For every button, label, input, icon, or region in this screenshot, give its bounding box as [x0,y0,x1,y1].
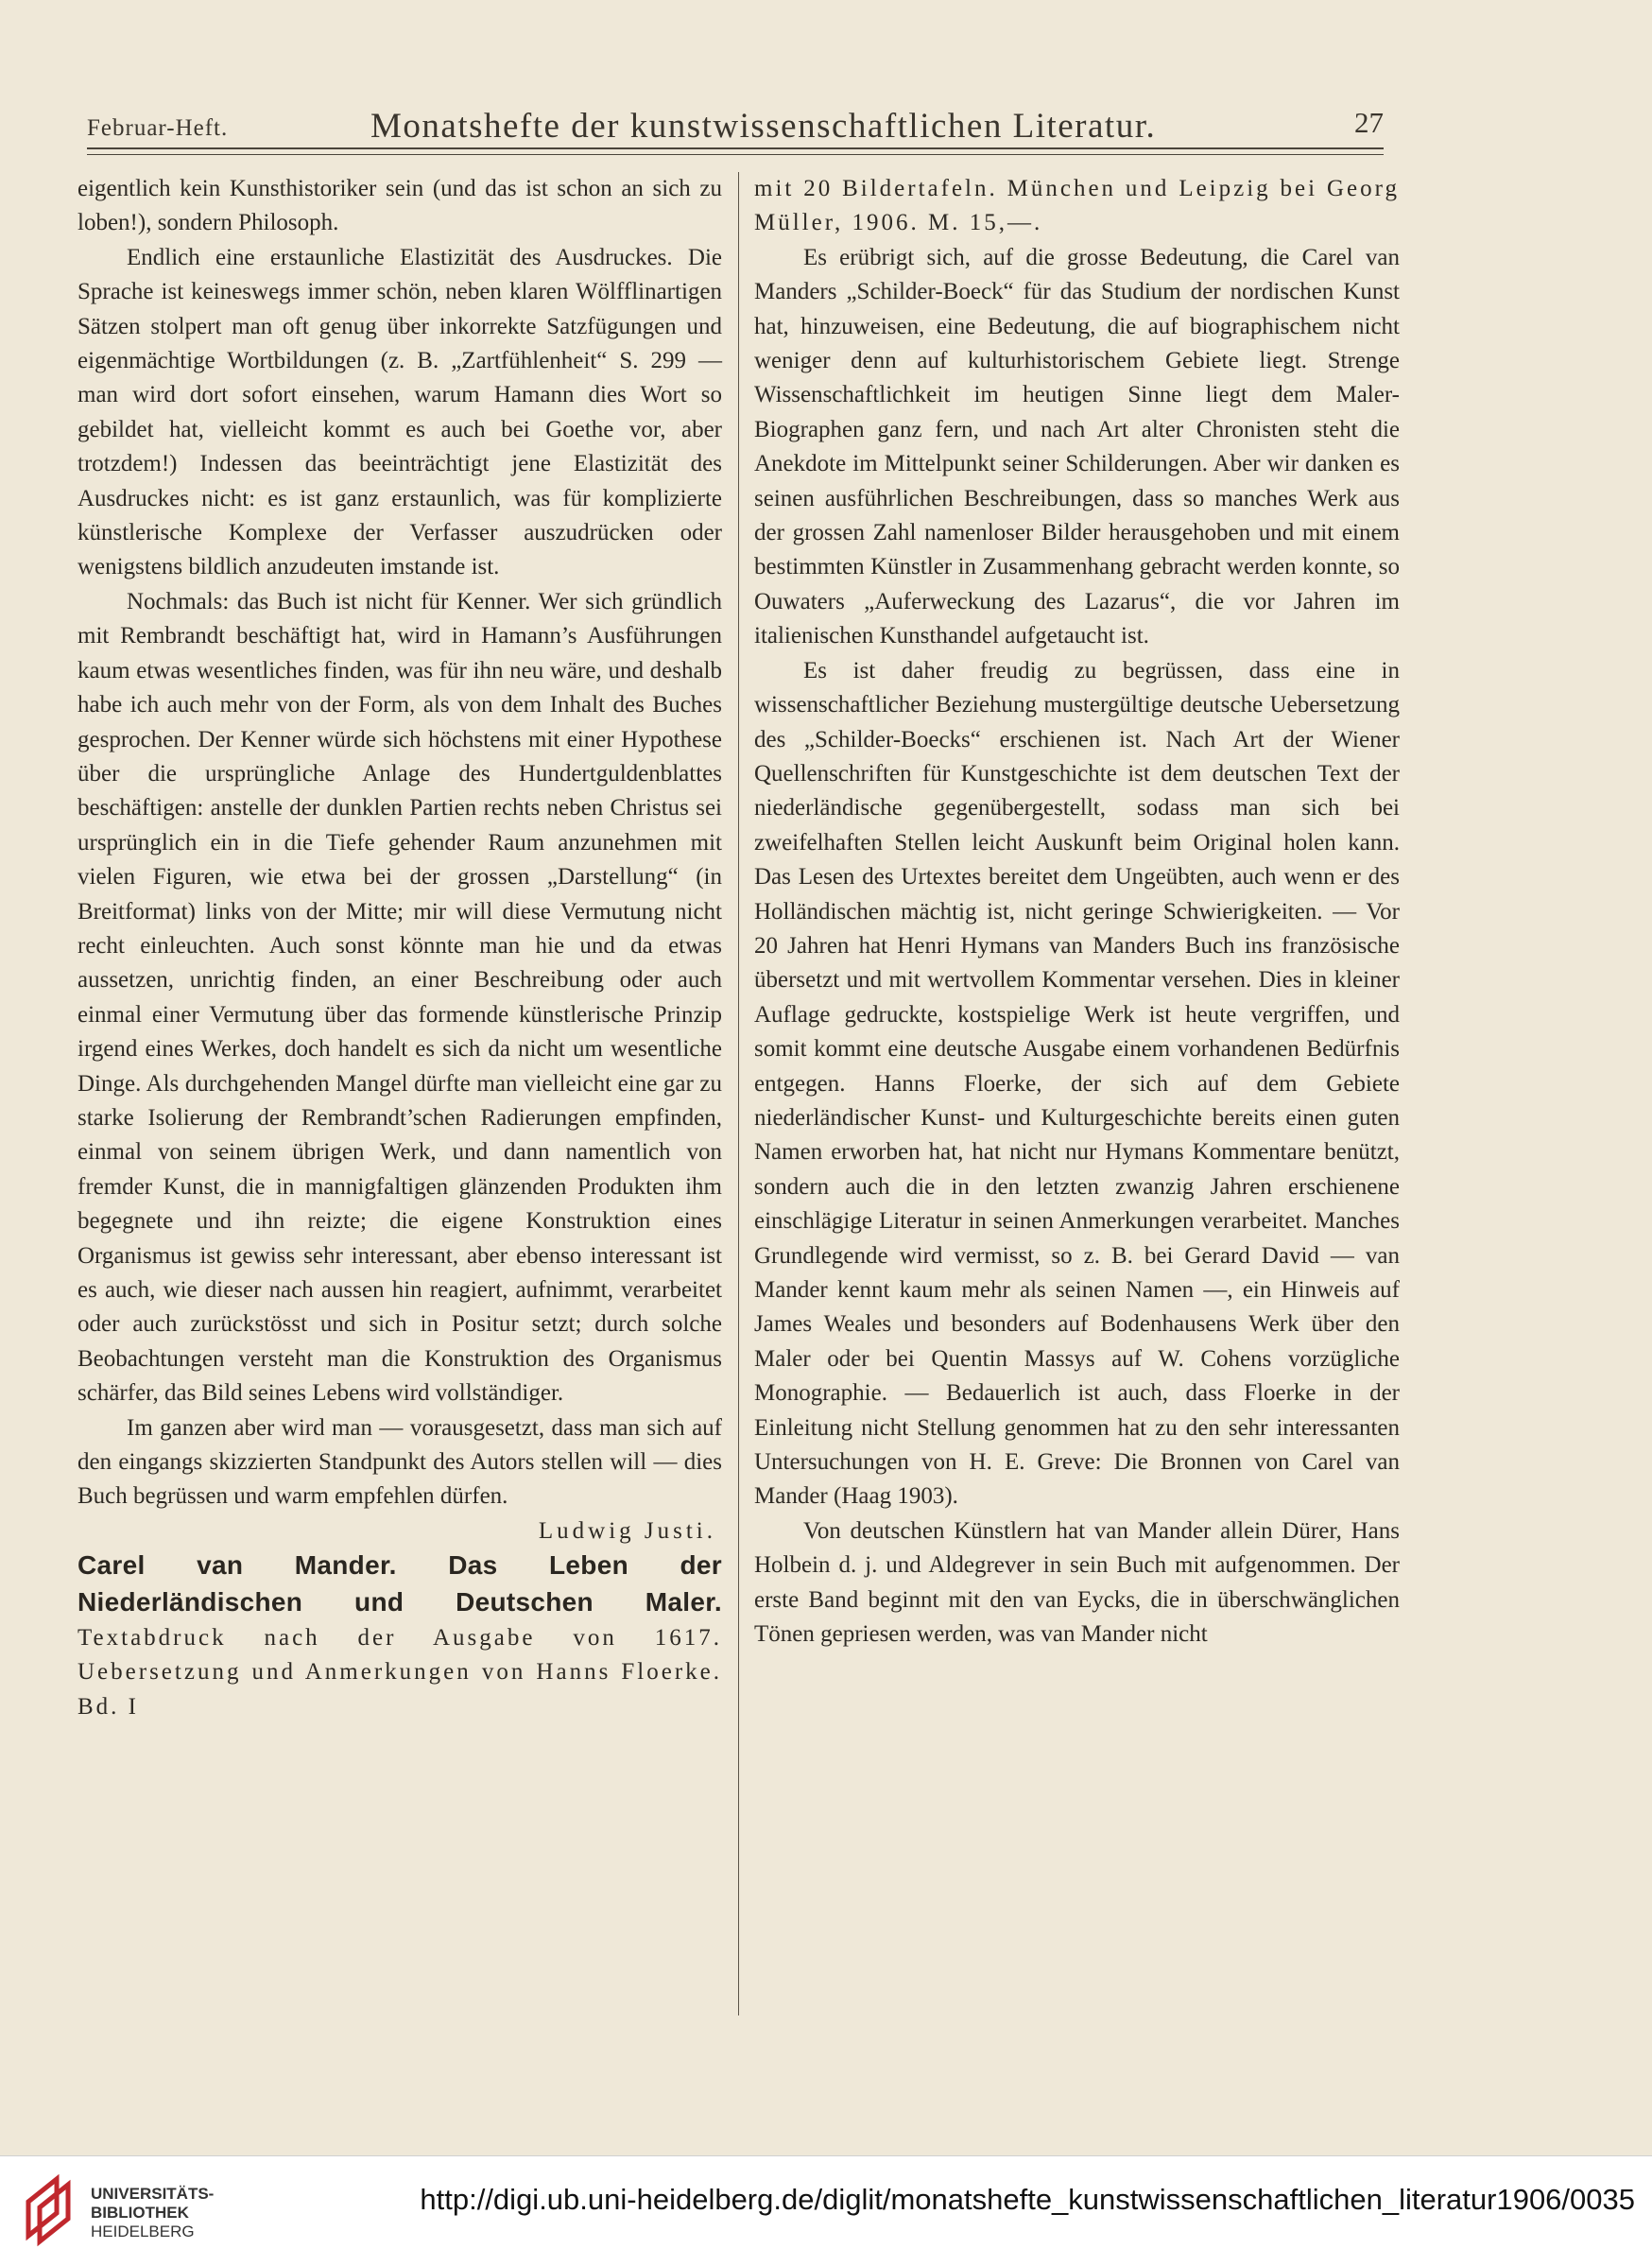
running-header [87,102,1384,149]
library-logo-icon [19,2170,79,2249]
journal-title: Monatshefte der kunstwissenschaftlichen Literatur. [370,107,1157,146]
left-column [77,172,722,1724]
review-title: Carel van Mander. Das Leben der Niederländischen und Deutschen Maler. [77,1550,722,1617]
page-number: 27 [1354,106,1384,139]
paragraph: mit 20 Bildertafeln. München und Leipzig bei Georg Müller, 1906. M. 15,—. [754,176,1400,236]
library-name: UNIVERSITÄTS- BIBLIOTHEK HEIDELBERG [91,2185,215,2240]
paragraph: Es ist daher freudig zu begrüssen, dass eine in wissenschaftlicher Beziehung mustergültige deutsche Uebersetzung des „Schilder-Boecks“ erschienen ist. Nach Art der Wiener Quellenschriften für Kunstgeschichte ist dem deutschen Text der niederländische gegenübergestellt, sodass man sich bei zweifelhaften Stellen leicht Auskunft beim Original holen kann. Das Lesen des Urtextes bereitet dem Ungeübten, auch wenn er des Holländischen mächtig ist, nicht geringe Schwierigkeiten. — Vor 20 Jahren hat Henri Hymans van Manders Buch ins französische übersetzt und mit wertvollem Kommentar versehen. Dies in kleiner Auflage gedruckte, kostspielige Werk ist heute vergriffen, und somit kommt eine deutsche Ausgabe einem vorhandenen Bedürfnis entgegen. Hanns Floerke, der sich auf dem Gebiete niederländischer Kunst- und Kulturgeschichte bereits einen guten Namen erworben hat, hat nicht nur Hymans Kommentare benützt, sondern auch die in den letzten zwanzig Jahren erschienene einschlägige Literatur in seinen Anmerkungen verarbeitet. Manches Grundlegende wird vermisst, so z. B. bei Gerard David — van Mander kennt kaum mehr als seinen Namen —, ein Hinweis auf James Weales und besonders auf Bodenhausens Werk über den Maler oder bei Quentin Massys auf W. Cohens vorzügliche Monographie. — Bedauerlich ist auch, dass Floerke in der Einleitung nicht Stellung genommen hat zu den sehr interessanten Untersuchungen von H. E. Greve: Die Bronnen von Carel van Mander (Haag 1903). [754,657,1400,1510]
paragraph: Endlich eine erstaunliche Elastizität des Ausdruckes. Die Sprache ist keineswegs immer schön, neben klaren Wölfflinartigen Sätzen stolpert man oft genug über inkorrekte Satzfügungen und eigenmächtige Wortbildungen (z. B. „Zartfühlenheit“ S. 299 — man wird dort sofort einsehen, warum Hamann dies Wort so gebildet hat, vielleicht kommt es auch bei Goethe vor, aber trotzdem!) Indessen das beeinträchtigt jene Elastizität des Ausdruckes nicht: es ist ganz erstaunlich, was für komplizierte künstlerische Komplexe der Verfasser auszudrücken oder wenigstens bildlich anzudeuten imstande ist. [77,244,722,580]
paragraph: Von deutschen Künstlern hat van Mander allein Dürer, Hans Holbein d. j. und Aldegrever in sein Buch mit aufgenommen. Der erste Band beginnt mit den van Eycks, die in überschwänglichen Tönen gepriesen werden, was van Mander nicht [754,1517,1400,1648]
author-signature: Ludwig Justi. [538,1517,716,1544]
permalink-url[interactable]: http://digi.ub.uni-heidelberg.de/diglit/monatshefte_kunstwissenschaftlichen_literatur1906/0035 [420,2183,1635,2216]
review-heading [77,1548,722,1724]
right-column [754,172,1400,1652]
column-divider [738,172,739,2015]
paragraph: Nochmals: das Buch ist nicht für Kenner. Wer sich gründlich mit Rembrandt beschäftigt hat, wird in Hamann’s Ausführungen kaum etwas wesentliches finden, was für ihn neu wäre, und deshalb habe ich auch mehr von der Form, als von dem Inhalt des Buches gesprochen. Der Kenner würde sich höchstens mit einer Hypothese über die ursprüngliche Anlage des Hundertguldenblattes beschäftigen: anstelle der dunklen Partien rechts neben Christus sei ursprünglich ein in die Tiefe gehender Raum anzunehmen mit vielen Figuren, wie etwa bei der grossen „Darstellung“ (in Breitformat) links von der Mitte; mir will diese Vermutung nicht recht einleuchten. Auch sonst könnte man hie und da etwas aussetzen, unrichtig finden, an einer Beschreibung oder auch einmal einer Vermutung über das formende künstlerische Prinzip irgend eines Werkes, doch handelt es sich da nicht um wesentliche Dinge. Als durchgehenden Mangel dürfte man vielleicht eine gar zu starke Isolierung der Rembrandt’schen Radierungen empfinden, einmal von seinem übrigen Werk, und dann namentlich von fremder Kunst, die in mannigfaltigen glänzenden Produkten ihm begegnete und ihn reizte; die eigene Konstruktion eines Organismus ist gewiss sehr interessant, aber ebenso interessant ist es auch, wie dieser nach aussen hin reagiert, aufnimmt, verarbeitet oder auch zurückstösst und sich in Positur setzt; durch solche Beobachtungen versteht man die Konstruktion des Organismus schärfer, das Bild seines Lebens wird vollständiger. [77,588,722,1407]
review-bibliography: Textabdruck nach der Ausgabe von 1617. Uebersetzung und Anmerkungen von Hanns Floerke. Bd. I [77,1625,722,1720]
paragraph: eigentlich kein Kunsthistoriker sein (und das ist schon an sich zu loben!), sondern Philosoph. [77,176,722,236]
paragraph: Es erübrigt sich, auf die grosse Bedeutung, die Carel van Manders „Schilder-Boeck“ für das Studium der nordischen Kunst hat, hinzuweisen, eine Bedeutung, die auf biographischem nicht weniger denn auf kulturhistorischem Gebiete liegt. Strenge Wissenschaftlichkeit im heutigen Sinne liegt dem Maler-Biographen ganz fern, und nach Art alter Chronisten steht die Anekdote im Mittelpunkt seiner Schilderungen. Aber wir danken es seinen ausführlichen Beschreibungen, dass so manches Werk aus der grossen Zahl namenloser Bilder herausgehoben und mit einem bestimmten Künstler in Zusammenhang gebracht werden konnte, so Ouwaters „Auferweckung des Lazarus“, die vor Jahren im italienischen Kunsthandel aufgetaucht ist. [754,244,1400,649]
header-rule [87,147,1384,149]
footer-bar [0,2155,1652,2266]
paragraph: Im ganzen aber wird man — vorausgesetzt, dass man sich auf den eingangs skizzierten Standpunkt des Autors stellen will — dies Buch begrüssen und warm empfehlen dürfen. [77,1414,722,1510]
header-rule-thin [87,154,1384,155]
issue-label: Februar-Heft. [87,115,229,141]
